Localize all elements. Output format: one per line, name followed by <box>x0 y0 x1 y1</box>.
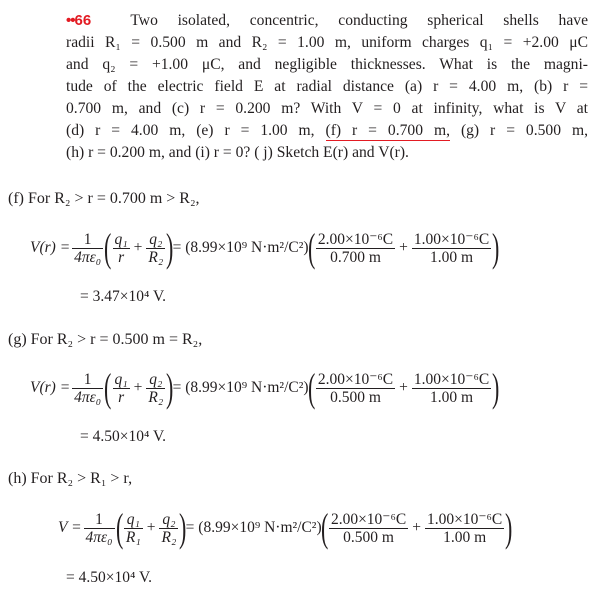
coulomb-constant: = (8.99×10⁹ N·m²/C²) <box>172 239 309 256</box>
prefactor-fraction: $\frac{1}{\text{4πε₀}}$ <box>74 370 102 406</box>
prefactor-fraction: $\frac{1}{\text{4πε₀}}$ <box>85 510 113 546</box>
prefactor-fraction: $\frac{1}{\text{4πε₀}}$ <box>74 230 102 266</box>
term-q1: $\frac{\text{q₁}}{r}$ <box>114 370 128 406</box>
value-term-1: $\frac{\text{2.00×10⁻⁶C}}{0.500 m}$ <box>317 370 394 406</box>
highlighted-part-f: (f) r = 0.700 m, <box>325 122 450 139</box>
coulomb-constant: = (8.99×10⁹ N·m²/C²) <box>185 519 322 536</box>
coulomb-constant: = (8.99×10⁹ N·m²/C²) <box>172 379 309 396</box>
part-f-equation: V(r) = $\frac{1}{\text{4πε₀}}$ ( $\frac{\text{q₁}}{r}$ + $\frac{\text{q₂}}{\text{R₂}}$ ) = (8.99×10⁹ N·m²/C²) ( $\frac{\text{2.00×10⁻⁶C}}{0.700 m}$ + $\frac{\text{1.00×10⁻⁶C}}{1.00 m}$ ) <box>30 225 500 270</box>
problem-line-7: (h) r = 0.200 m, and (i) r = 0? ( j) Sketch E(r) and V(r). <box>66 144 409 161</box>
part-g-heading: (g) For R₂ > r = 0.500 m = R₂, <box>8 331 203 348</box>
value-term-1: $\frac{\text{2.00×10⁻⁶C}}{0.500 m}$ <box>330 510 407 546</box>
problem-line-4: tude of the electric field E at radial distance (a) r = 4.00 m, (b) r = <box>66 78 588 95</box>
value-term-2: $\frac{\text{1.00×10⁻⁶C}}{1.00 m}$ <box>426 510 503 546</box>
term-q2: $\frac{\text{q₂}}{\text{R₂}}$ <box>161 510 177 546</box>
part-h-result: = 4.50×10⁴ V. <box>66 569 153 586</box>
problem-line-3: and q₂ = +1.00 μC, and negligible thicknesses. What is the magni- <box>66 56 588 73</box>
part-h-heading: (h) For R₂ > R₁ > r, <box>8 470 133 487</box>
part-h-equation: V = $\frac{1}{\text{4πε₀}}$ ( $\frac{\text{q₁}}{\text{R₁}}$ + $\frac{\text{q₂}}{\text{R₂}}$ ) = (8.99×10⁹ N·m²/C²) ( $\frac{\text{2.00×10⁻⁶C}}{0.500 m}$ + $\frac{\text{1.00×10⁻⁶C}}{1.00 m}$ ) <box>58 505 513 550</box>
problem-line-1: ••66 Two isolated, concentric, conducting spherical shells have <box>66 12 588 29</box>
problem-line-5: 0.700 m, and (c) r = 0.200 m? With V = 0 at infinity, what is V at <box>66 100 588 117</box>
equation-lhs: V(r) = <box>30 239 71 256</box>
value-term-2: $\frac{\text{1.00×10⁻⁶C}}{1.00 m}$ <box>413 230 490 266</box>
equation-lhs: V = <box>58 519 82 536</box>
equation-lhs: V(r) = <box>30 379 71 396</box>
part-g-result: = 4.50×10⁴ V. <box>80 428 167 445</box>
term-q2: $\frac{\text{q₂}}{\text{R₂}}$ <box>148 370 164 406</box>
value-term-1: $\frac{\text{2.00×10⁻⁶C}}{0.700 m}$ <box>317 230 394 266</box>
part-f-result: = 3.47×10⁴ V. <box>80 288 167 305</box>
part-f-heading: (f) For R₂ > r = 0.700 m > R₂, <box>8 190 200 207</box>
problem-line-6: (d) r = 4.00 m, (e) r = 1.00 m, (f) r = 0.700 m, (g) r = 0.500 m, <box>66 122 588 139</box>
term-q1: $\frac{\text{q₁}}{\text{R₁}}$ <box>125 510 141 546</box>
problem-statement <box>66 10 588 164</box>
part-g-equation: V(r) = $\frac{1}{\text{4πε₀}}$ ( $\frac{\text{q₁}}{r}$ + $\frac{\text{q₂}}{\text{R₂}}$ ) = (8.99×10⁹ N·m²/C²) ( $\frac{\text{2.00×10⁻⁶C}}{0.500 m}$ + $\frac{\text{1.00×10⁻⁶C}}{1.00 m}$ ) <box>30 365 500 410</box>
term-q1: $\frac{\text{q₁}}{r}$ <box>114 230 128 266</box>
problem-number: ••66 <box>66 12 92 29</box>
value-term-2: $\frac{\text{1.00×10⁻⁶C}}{1.00 m}$ <box>413 370 490 406</box>
term-q2: $\frac{\text{q₂}}{\text{R₂}}$ <box>148 230 164 266</box>
problem-line-2: radii R₁ = 0.500 m and R₂ = 1.00 m, uniform charges q₁ = +2.00 μC <box>66 34 588 51</box>
